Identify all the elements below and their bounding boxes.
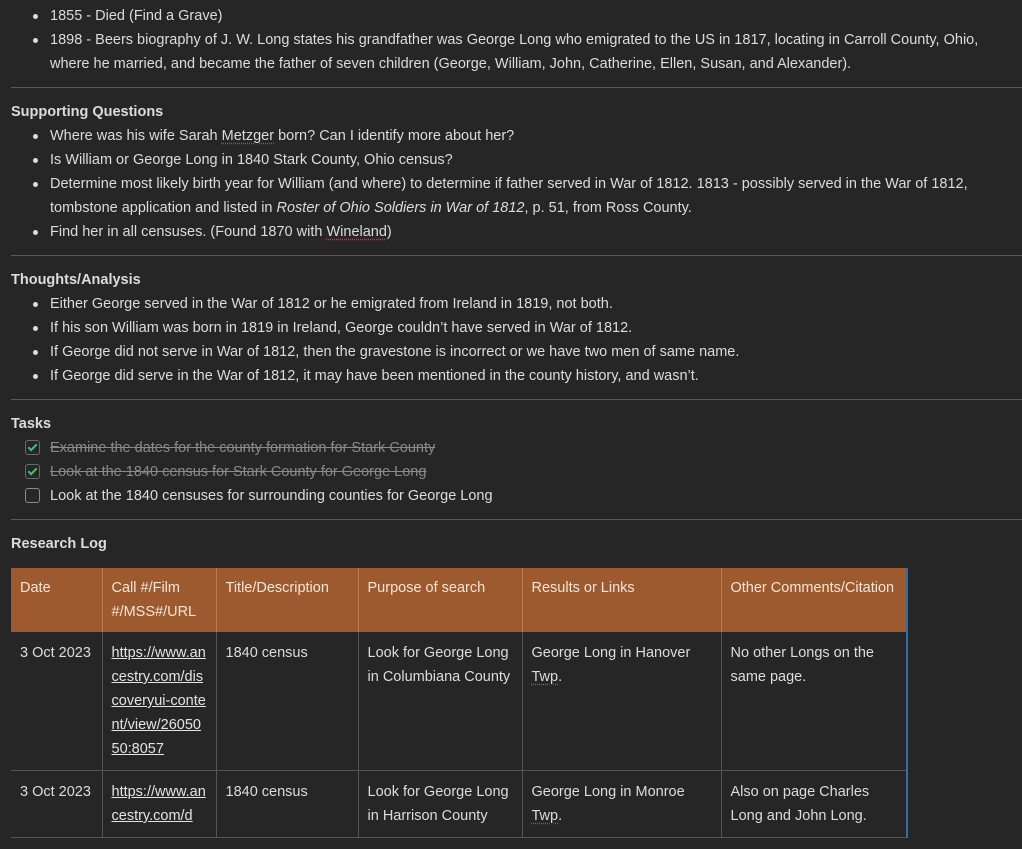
- list-item: If George did not serve in War of 1812, then the gravestone is incorrect or we have two men of same name.: [0, 340, 1022, 364]
- section-heading: Tasks: [11, 416, 52, 432]
- list-item: If George did serve in the War of 1812, it may have been mentioned in the county history, and wasn’t.: [0, 364, 1022, 388]
- column-header-results: Results or Links: [522, 568, 721, 632]
- intro-section: [0, 0, 1022, 87]
- thoughts-list: [0, 292, 1022, 388]
- research-log-table: [11, 568, 908, 838]
- task-item: [0, 436, 1022, 460]
- list-item: Find her in all censuses. (Found 1870 with Wineland): [0, 220, 1022, 244]
- task-label: Look at the 1840 census for Stark County for George Long: [50, 464, 427, 480]
- task-label: Look at the 1840 censuses for surrounding counties for George Long: [50, 488, 493, 504]
- cell-results: George Long in Hanover Twp.: [522, 632, 721, 771]
- cell-comments: Also on page Charles Long and John Long.: [721, 771, 907, 838]
- intro-list: [0, 4, 1022, 76]
- task-checkbox[interactable]: [25, 464, 40, 479]
- cell-date: 3 Oct 2023: [11, 632, 102, 771]
- column-header-call: Call #/Film #/MSS#/URL: [102, 568, 216, 632]
- table-header-row: [11, 568, 907, 632]
- column-header-purpose: Purpose of search: [358, 568, 522, 632]
- cell-purpose: Look for George Long in Columbiana County: [358, 632, 522, 771]
- section-heading: Supporting Questions: [11, 104, 164, 120]
- column-header-title: Title/Description: [216, 568, 358, 632]
- record-link[interactable]: https://www.ancestry.com/d: [111, 784, 206, 824]
- table-row: [11, 771, 907, 838]
- list-item: Where was his wife Sarah Metzger born? Can I identify more about her?: [0, 124, 1022, 148]
- cell-results: George Long in Monroe Twp.: [522, 771, 721, 838]
- column-header-comments: Other Comments/Citation: [721, 568, 907, 632]
- cell-url: [102, 632, 216, 771]
- supporting-questions-section: [0, 88, 1022, 255]
- task-label: Examine the dates for the county formation for Stark County: [50, 440, 436, 456]
- section-heading: Research Log: [11, 536, 107, 552]
- thoughts-section: [0, 256, 1022, 399]
- cell-title: 1840 census: [216, 632, 358, 771]
- list-item: 1855 - Died (Find a Grave): [0, 4, 1022, 28]
- list-item: Is William or George Long in 1840 Stark County, Ohio census?: [0, 148, 1022, 172]
- list-item: Determine most likely birth year for William (and where) to determine if father served in War of 1812. 1813 - possibly served in the War of 1812, tombstone application and listed in Roster of Ohio Soldiers in War of 1812, p. 51, from Ross County.: [0, 172, 1022, 220]
- supporting-questions-list: [0, 124, 1022, 244]
- section-heading: Thoughts/Analysis: [11, 272, 141, 288]
- list-item: Either George served in the War of 1812 or he emigrated from Ireland in 1819, not both.: [0, 292, 1022, 316]
- spellcheck-word[interactable]: Wineland: [326, 224, 387, 240]
- spellcheck-word[interactable]: Twp: [531, 669, 559, 685]
- column-header-date: Date: [11, 568, 102, 632]
- list-item: 1898 - Beers biography of J. W. Long states his grandfather was George Long who emigrated to the US in 1817, locating in Carroll County, Ohio, where he married, and became the father of seven children (George, William, John, Catherine, Ellen, Susan, and Alexander).: [0, 28, 1022, 76]
- cell-date: 3 Oct 2023: [11, 771, 102, 838]
- research-log-section: [0, 520, 1022, 849]
- task-checkbox[interactable]: [25, 488, 40, 503]
- record-link[interactable]: https://www.ancestry.com/discoveryui-content/view/2605050:8057: [111, 645, 206, 757]
- cell-purpose: Look for George Long in Harrison County: [358, 771, 522, 838]
- tasks-section: [0, 400, 1022, 519]
- task-item: [0, 460, 1022, 484]
- table-row: [11, 632, 907, 771]
- list-item: If his son William was born in 1819 in Ireland, George couldn’t have served in War of 1812.: [0, 316, 1022, 340]
- cell-comments: No other Longs on the same page.: [721, 632, 907, 771]
- task-checkbox[interactable]: [25, 440, 40, 455]
- cell-title: 1840 census: [216, 771, 358, 838]
- task-item: [0, 484, 1022, 508]
- spellcheck-word[interactable]: Metzger: [221, 128, 275, 144]
- cell-url: [102, 771, 216, 838]
- spellcheck-word[interactable]: Twp: [531, 808, 559, 824]
